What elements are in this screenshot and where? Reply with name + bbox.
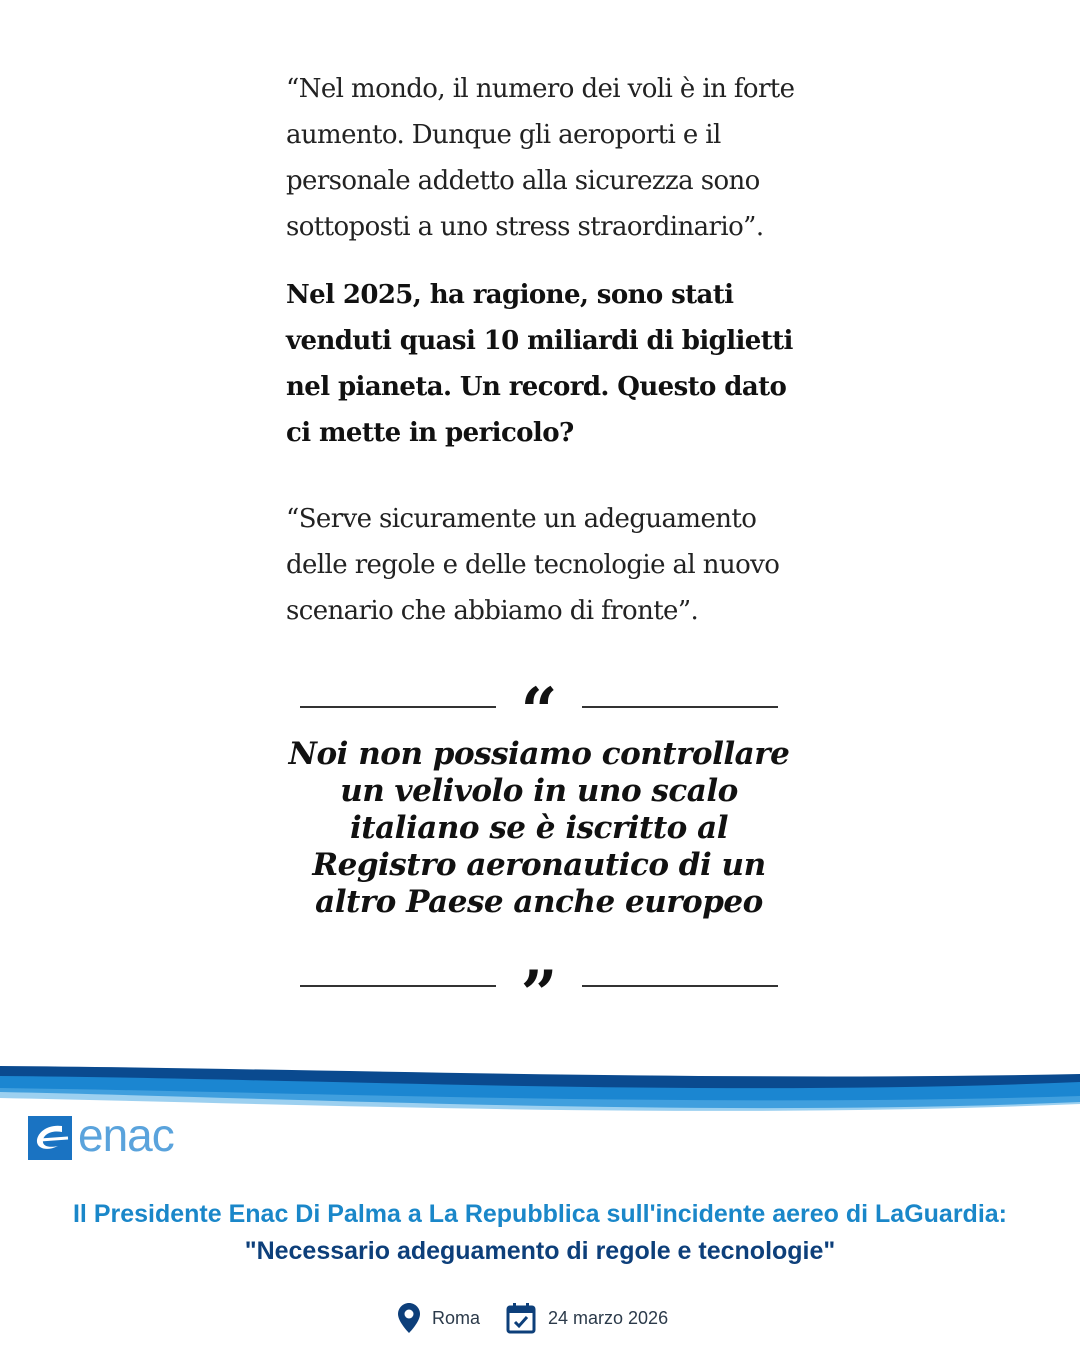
divider-line: [300, 985, 496, 987]
divider-line: [582, 706, 778, 708]
meta-bar: [0, 1300, 1080, 1336]
headline-line-1: Il Presidente Enac Di Palma a La Repubblica sull'incidente aereo di LaGuardia:: [72, 1200, 1007, 1228]
pull-quote-text: Noi non possiamo controllare un velivolo in uno scalo italiano se è iscritto al Registro aeronautico di un altro Paese anche europeo: [288, 736, 790, 920]
answer-paragraph-1: “Nel mondo, il numero dei voli è in forte aumento. Dunque gli aeroporti e il personale addetto alla sicurezza sono sottoposti a uno stress straordinario”.: [286, 74, 795, 242]
headline-line-2: "Necessario adeguamento di regole e tecnologie": [244, 1237, 836, 1265]
enac-logo-mark: [28, 1116, 72, 1160]
location: [398, 1300, 480, 1336]
pull-quote: [288, 674, 790, 1032]
date-text: 24 marzo 2026: [548, 1307, 669, 1328]
calendar-check-icon: [506, 1302, 536, 1334]
article-body: [286, 66, 816, 634]
enac-logo-text: enac: [78, 1109, 174, 1161]
interview-question: Nel 2025, ha ragione, sono stati venduti quasi 10 miliardi di biglietti nel pianeta. Un record. Questo dato ci mette in pericolo?: [286, 280, 793, 448]
enac-logo: [28, 1109, 198, 1164]
open-quote-icon: “: [520, 674, 558, 749]
location-text: Roma: [432, 1307, 481, 1328]
answer-paragraph-2: “Serve sicuramente un adeguamento delle regole e delle tecnologie al nuovo scenario che abbiamo di fronte”.: [286, 504, 780, 626]
headline: [0, 1196, 1080, 1270]
map-pin-icon: [398, 1303, 420, 1333]
divider-line: [300, 706, 496, 708]
pull-quote-top-rule: [300, 674, 778, 749]
pull-quote-bottom-rule: [300, 957, 778, 1032]
divider-line: [582, 985, 778, 987]
close-quote-icon: ”: [520, 957, 558, 1032]
date: [506, 1300, 668, 1336]
